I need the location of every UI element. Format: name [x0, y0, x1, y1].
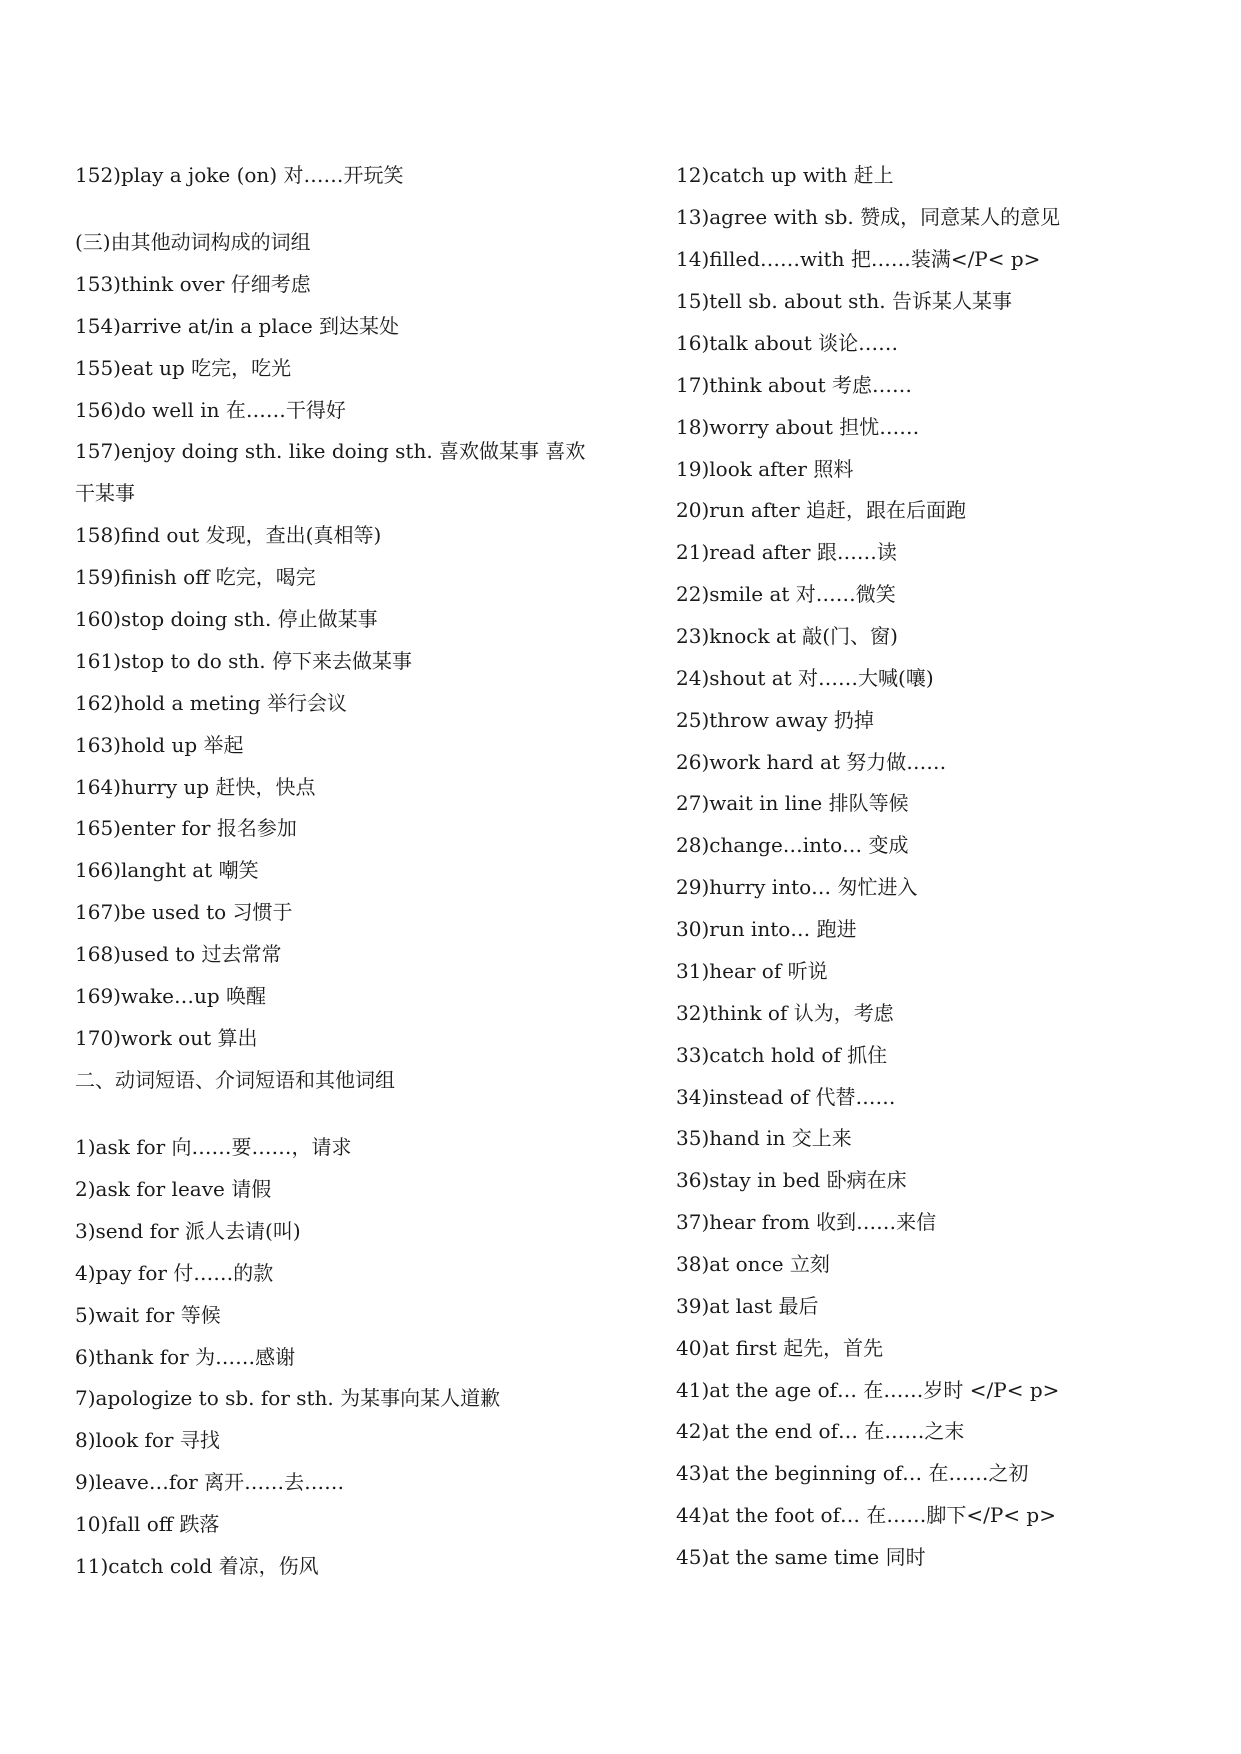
- vocab-line: 11)catch cold 着凉，伤风: [75, 1554, 319, 1578]
- vocab-line: 158)find out 发现，查出(真相等): [75, 523, 382, 547]
- vocab-line: 31)hear of 听说: [676, 959, 828, 983]
- vocab-line: 43)at the beginning of… 在……之初: [676, 1461, 1029, 1485]
- vocab-line: 33)catch hold of 抓住: [676, 1043, 888, 1067]
- vocab-line: 21)read after 跟……读: [676, 540, 897, 564]
- vocab-line: 32)think of 认为，考虑: [676, 1001, 894, 1025]
- vocab-line: 36)stay in bed 卧病在床: [676, 1168, 907, 1192]
- vocab-line: 7)apologize to sb. for sth. 为某事向某人道歉: [75, 1386, 501, 1410]
- vocab-line: 167)be used to 习惯于: [75, 900, 293, 924]
- vocab-line: 26)work hard at 努力做……: [676, 750, 947, 774]
- vocab-line: 160)stop doing sth. 停止做某事: [75, 607, 378, 631]
- vocab-line: 20)run after 追赶，跟在后面跑: [676, 498, 967, 522]
- vocab-line: 24)shout at 对……大喊(嚷): [676, 666, 934, 690]
- vocab-line: 4)pay for 付……的款: [75, 1261, 274, 1285]
- vocab-line: 5)wait for 等候: [75, 1303, 221, 1327]
- section-heading: (三)由其他动词构成的词组: [75, 230, 311, 254]
- vocab-line: 15)tell sb. about sth. 告诉某人某事: [676, 289, 1012, 313]
- vocab-line: 164)hurry up 赶快，快点: [75, 775, 316, 799]
- vocab-line: 22)smile at 对……微笑: [676, 582, 896, 606]
- vocab-line-continued: 干某事: [75, 481, 135, 505]
- vocab-line: 23)knock at 敲(门、窗): [676, 624, 898, 648]
- vocab-line: 13)agree with sb. 赞成，同意某人的意见: [676, 205, 1061, 229]
- vocab-line: 8)look for 寻找: [75, 1428, 220, 1452]
- vocab-line: 35)hand in 交上来: [676, 1126, 852, 1150]
- vocab-line: 1)ask for 向……要……，请求: [75, 1135, 352, 1159]
- vocab-line: 163)hold up 举起: [75, 733, 244, 757]
- vocab-line: 42)at the end of… 在……之末: [676, 1419, 965, 1443]
- vocab-line: 9)leave…for 离开……去……: [75, 1470, 345, 1494]
- vocab-line: 2)ask for leave 请假: [75, 1177, 272, 1201]
- vocab-line: 27)wait in line 排队等候: [676, 791, 909, 815]
- vocab-line: 25)throw away 扔掉: [676, 708, 874, 732]
- vocab-line: 38)at once 立刻: [676, 1252, 830, 1276]
- vocab-line: 6)thank for 为……感谢: [75, 1345, 296, 1369]
- vocab-line: 19)look after 照料: [676, 457, 854, 481]
- vocab-line: 28)change…into… 变成: [676, 833, 909, 857]
- vocab-line: 12)catch up with 赶上: [676, 163, 894, 187]
- vocab-line: 159)finish off 吃完，喝完: [75, 565, 316, 589]
- vocab-line: 45)at the same time 同时: [676, 1545, 926, 1569]
- vocab-line: 166)langht at 嘲笑: [75, 858, 259, 882]
- vocab-line: 162)hold a meting 举行会议: [75, 691, 348, 715]
- vocab-line: 156)do well in 在……干得好: [75, 398, 346, 422]
- vocab-line: 30)run into… 跑进: [676, 917, 857, 941]
- vocab-line: 10)fall off 跌落: [75, 1512, 220, 1536]
- vocab-line: 39)at last 最后: [676, 1294, 819, 1318]
- vocab-line: 154)arrive at/in a place 到达某处: [75, 314, 400, 338]
- vocab-line: 152)play a joke (on) 对……开玩笑: [75, 163, 404, 187]
- vocab-line: 41)at the age of… 在……岁时 </P< p>: [676, 1378, 1060, 1402]
- vocab-line: 3)send for 派人去请(叫): [75, 1219, 301, 1243]
- vocab-line: 18)worry about 担忧……: [676, 415, 920, 439]
- vocab-line: 155)eat up 吃完，吃光: [75, 356, 292, 380]
- vocab-line: 16)talk about 谈论……: [676, 331, 899, 355]
- vocab-line: 153)think over 仔细考虑: [75, 272, 311, 296]
- vocab-line: 40)at first 起先，首先: [676, 1336, 884, 1360]
- vocab-line: 169)wake…up 唤醒: [75, 984, 267, 1008]
- vocab-line: 165)enter for 报名参加: [75, 816, 297, 840]
- vocab-line: 17)think about 考虑……: [676, 373, 912, 397]
- vocab-line: 157)enjoy doing sth. like doing sth. 喜欢做某事 喜欢: [75, 439, 586, 463]
- vocab-line: 14)filled……with 把……装满</P< p>: [676, 247, 1041, 271]
- vocab-line: 29)hurry into… 匆忙进入: [676, 875, 918, 899]
- vocab-line: 37)hear from 收到……来信: [676, 1210, 937, 1234]
- vocab-line: 34)instead of 代替……: [676, 1085, 896, 1109]
- section-heading: 二、动词短语、介词短语和其他词组: [75, 1068, 395, 1092]
- vocab-line: 170)work out 算出: [75, 1026, 258, 1050]
- vocab-line: 168)used to 过去常常: [75, 942, 282, 966]
- vocab-line: 44)at the foot of… 在……脚下</P< p>: [676, 1503, 1056, 1527]
- vocab-line: 161)stop to do sth. 停下来去做某事: [75, 649, 413, 673]
